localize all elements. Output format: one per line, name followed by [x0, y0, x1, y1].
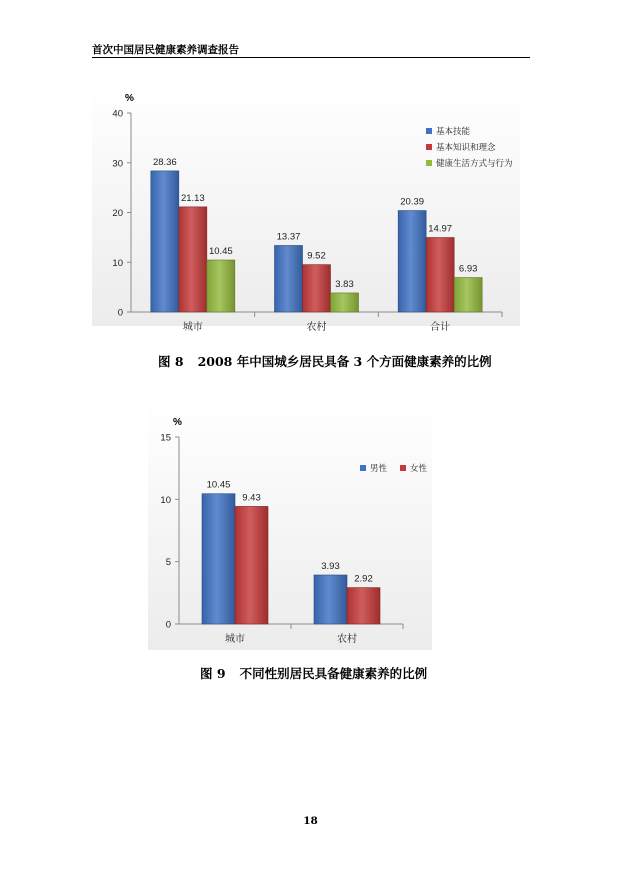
chart1-bar	[454, 278, 482, 312]
chart1-y-tick-label: 10	[112, 257, 123, 269]
chart2-bar	[202, 494, 235, 624]
chart2-data-label: 10.45	[206, 479, 231, 491]
chart1-svg	[92, 86, 520, 333]
chart2-category-label: 城市	[225, 634, 245, 645]
chart1-data-label: 3.83	[335, 278, 354, 290]
chart2-y-tick-label: 0	[165, 619, 171, 631]
chart2-legend-swatch	[400, 465, 406, 471]
chart1-legend-swatch	[426, 160, 432, 166]
chart2-data-label: 2.92	[354, 573, 373, 585]
chart1-legend-swatch	[426, 128, 432, 134]
chart2-unit-label: %	[173, 417, 182, 428]
chart2-bar	[235, 506, 268, 624]
chart1-bar	[179, 207, 207, 312]
chart1-data-label: 20.39	[400, 196, 425, 208]
figure-8-caption	[158, 352, 492, 370]
chart1-bar	[151, 171, 179, 312]
chart1-data-label: 21.13	[180, 192, 205, 204]
chart2-legend-label: 女性	[410, 464, 428, 474]
chart1-bar	[275, 245, 303, 312]
chart2-data-label: 9.43	[242, 492, 261, 504]
chart1-data-label: 28.36	[152, 156, 177, 168]
chart1-legend-label: 基本知识和理念	[436, 143, 496, 153]
figure-8-number: 图 8	[158, 354, 184, 369]
chart1-bar	[303, 265, 331, 312]
chart1-category-label: 合计	[430, 322, 451, 333]
header-divider	[92, 57, 530, 58]
chart1-legend-label: 健康生活方式与行为	[436, 159, 513, 169]
chart2-y-tick-label: 5	[165, 557, 171, 569]
page-number: 18	[303, 815, 318, 827]
chart2-data-label: 3.93	[321, 561, 340, 573]
chart1-legend-swatch	[426, 144, 432, 150]
chart2-y-tick-label: 15	[160, 432, 171, 444]
chart-urban-rural-literacy	[92, 86, 520, 333]
chart1-data-label: 6.93	[458, 263, 478, 275]
chart2-bar	[347, 588, 380, 624]
chart-gender-literacy	[148, 402, 432, 650]
chart1-data-label: 10.45	[208, 246, 233, 258]
chart2-category-label: 农村	[337, 634, 357, 645]
chart1-y-tick-label: 20	[112, 208, 123, 219]
chart2-background	[148, 402, 432, 650]
chart1-bar	[398, 211, 426, 312]
chart2-bar	[314, 575, 347, 624]
chart2-legend-label: 男性	[370, 464, 388, 474]
chart1-y-tick-label: 30	[112, 158, 123, 170]
chart1-bar	[207, 260, 235, 312]
chart1-unit-label: %	[125, 93, 134, 104]
chart1-category-label: 城市	[182, 322, 203, 333]
chart2-legend-swatch	[360, 465, 366, 471]
chart1-category-label: 农村	[306, 322, 327, 333]
chart1-y-tick-label: 40	[112, 108, 123, 120]
chart1-y-tick-label: 0	[117, 307, 123, 319]
chart1-bar	[331, 293, 359, 312]
chart1-data-label: 14.97	[428, 223, 453, 235]
chart1-legend-label: 基本技能	[436, 127, 471, 137]
figure-9-text: 不同性别居民具备健康素养的比例	[239, 666, 428, 681]
figure-9-caption	[200, 664, 427, 682]
figure-8-text: 2008 年中国城乡居民具备 3 个方面健康素养的比例	[197, 354, 492, 369]
figure-9-number: 图 9	[200, 666, 226, 681]
chart1-bar	[426, 238, 454, 312]
chart1-data-label: 9.52	[307, 250, 326, 262]
report-title: 首次中国居民健康素养调查报告	[92, 44, 239, 56]
chart2-svg	[148, 402, 432, 650]
chart1-data-label: 13.37	[276, 231, 301, 243]
chart2-y-tick-label: 10	[160, 494, 171, 506]
